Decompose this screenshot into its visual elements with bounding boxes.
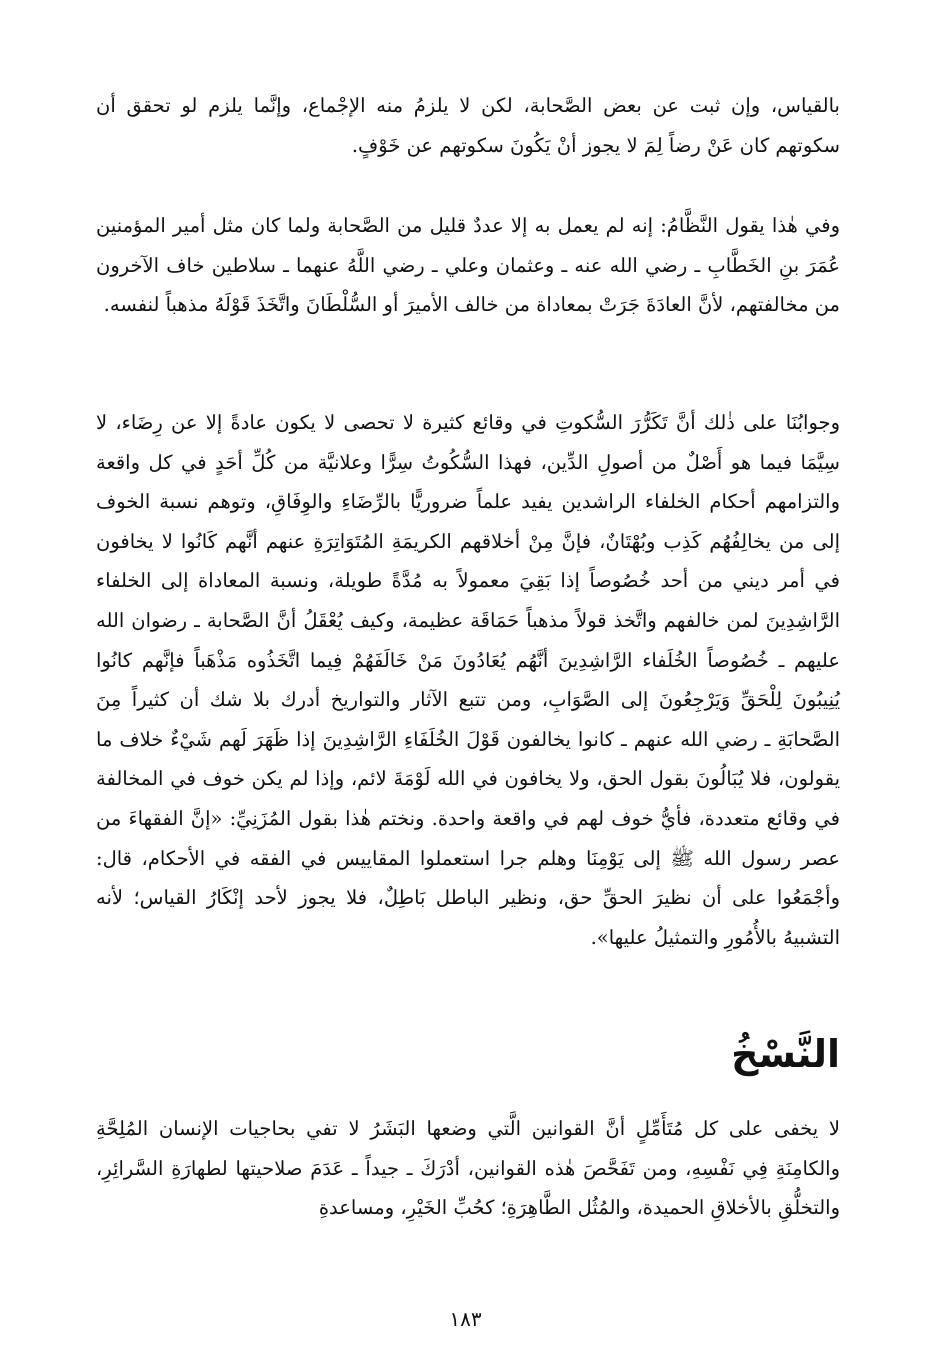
paragraph-1: بالقياس، وإن ثبت عن بعض الصَّحابة، لكن لا يلزمُ منه الإجْماع، وإنَّما يلزم لو تحقق أن سكوتهم كان عَنْ رضاً لِمَ لا يجوز أنْ يَكُونَ سكوتهم عن خَوْفٍ.	[96, 94, 840, 157]
page-number: ١٨٣	[449, 1307, 482, 1331]
section-heading: النَّسْخُ	[731, 1032, 840, 1076]
paragraph-4: لا يخفى على كل مُتَأَمِّلٍ أنَّ القوانين الَّتي وضعها البَشَرُ لا تفي بحاجيات الإنسان المُلِحَّةِ والكامِنَةِ فِي نَفْسِهِ، ومن تَفَحَّصَ هٰذه القوانين، أدْرَكَ ـ جيداً ـ عَدَمَ صلاحيتها لطهارَةِ السَّرائِرِ، والتخلُّقِ بالأخلاقِ الحميدة، والمُثُل الطَّاهِرَةِ؛ كحُبِّ الخَيْرِ، ومساعدةِ	[96, 1117, 840, 1220]
paragraph-2: وفي هٰذا يقول النَّظَّامُ: إنه لم يعمل به إلا عددٌ قليل من الصَّحابة ولما كان مثل أمير المؤمنين عُمَرَ بنِ الخَطَّابِ ـ رضي الله عنه ـ وعثمان وعلي ـ رضي اللَّهُ عنهما ـ سلاطين خاف الآخرون من مخالفتهم، لأنَّ العادَةَ جَرَتْ بمعاداة من خالف الأميرَ أو السُّلْطَانَ واتَّخَذَ قَوْلَهُ مذهباً لنفسه.	[96, 214, 840, 317]
paragraph-3: وجوابُنَا على ذٰلك أنَّ تَكَرُّرَ السُّكوتِ في وقائع كثيرة لا تحصى لا يكون عادةً إلا عن رِضَاء، لا سِيَّمَا فيما هو أَصْلٌ من أصولِ الدِّين، فهذا السُّكُوتُ سِرًّا وعلانيَّة من كُلِّ أحَدٍ في كل واقعة والتزامهم أحكام الخلفاء الراشدين يفيد علماً ضروريًّا بالرِّضَاءِ والوِفَاقِ، وتوهم نسبة الخوف إلى من يخالِفُهُم كَذِب وبُهْتَانٌ، فإنَّ مِنْ أخلاقهم الكريمَةِ المُتَوَاتِرَةِ عنهم أنَّهم كَانُوا لا يخافون في أمر ديني من أحد خُصُوصاً إذا بَقِيَ معمولاً به مُدَّةً طويلة، ونسبة المعاداة إلى الخلفاء الرَّاشِدِينَ لمن خالفهم واتَّخذ قولاً مذهباً حَمَاقَة عظيمة، وكيف يُعْقَلُ أنَّ الصَّحابة ـ رضوان الله عليهم ـ خُصُوصاً الخُلَفاء الرَّاشِدِينَ أنَّهُم يُعَادُونَ مَنْ خَالَفَهُمْ فِيما اتَّخَذُوه مَذْهَباً فإنَّهم كانُوا يُنِيبُونَ لِلْحَقِّ وَيَرْجِعُونَ إلى الصَّوَابِ، ومن تتبع الآثار والتواريخ أدرك بلا شك أن كثيراً مِنَ الصَّحابَةِ ـ رضي الله عنهم ـ كانوا يخالفون قَوْلَ الخُلَفَاءِ الرَّاشِدِينَ إذا ظَهَرَ لَهم شَيْءٌ خلاف ما يقولون، فلا يُبَالُونَ بقول الحق، ولا يخافون في الله لَوْمَةَ لائم، وإذا لم يكن خوف في المخالفة في وقائع متعددة، فأيُّ خوف لهم في واقعة واحدة. ونختم هٰذا بقول المُزَنِيِّ: «إنَّ الفقهاءَ من عصر رسول الله ﷺ إلى يَوْمِنَا وهلم جرا استعملوا المقاييس في الفقه في الأحكام، قال: وأجْمَعُوا على أن نظيرَ الحقِّ حق، ونظير الباطل بَاطِلٌ، فلا يجوز لأحد إنْكَارُ القياس؛ لأنه التشبيهُ بالأُمُورِ والتمثيلُ عليها».	[96, 411, 840, 949]
